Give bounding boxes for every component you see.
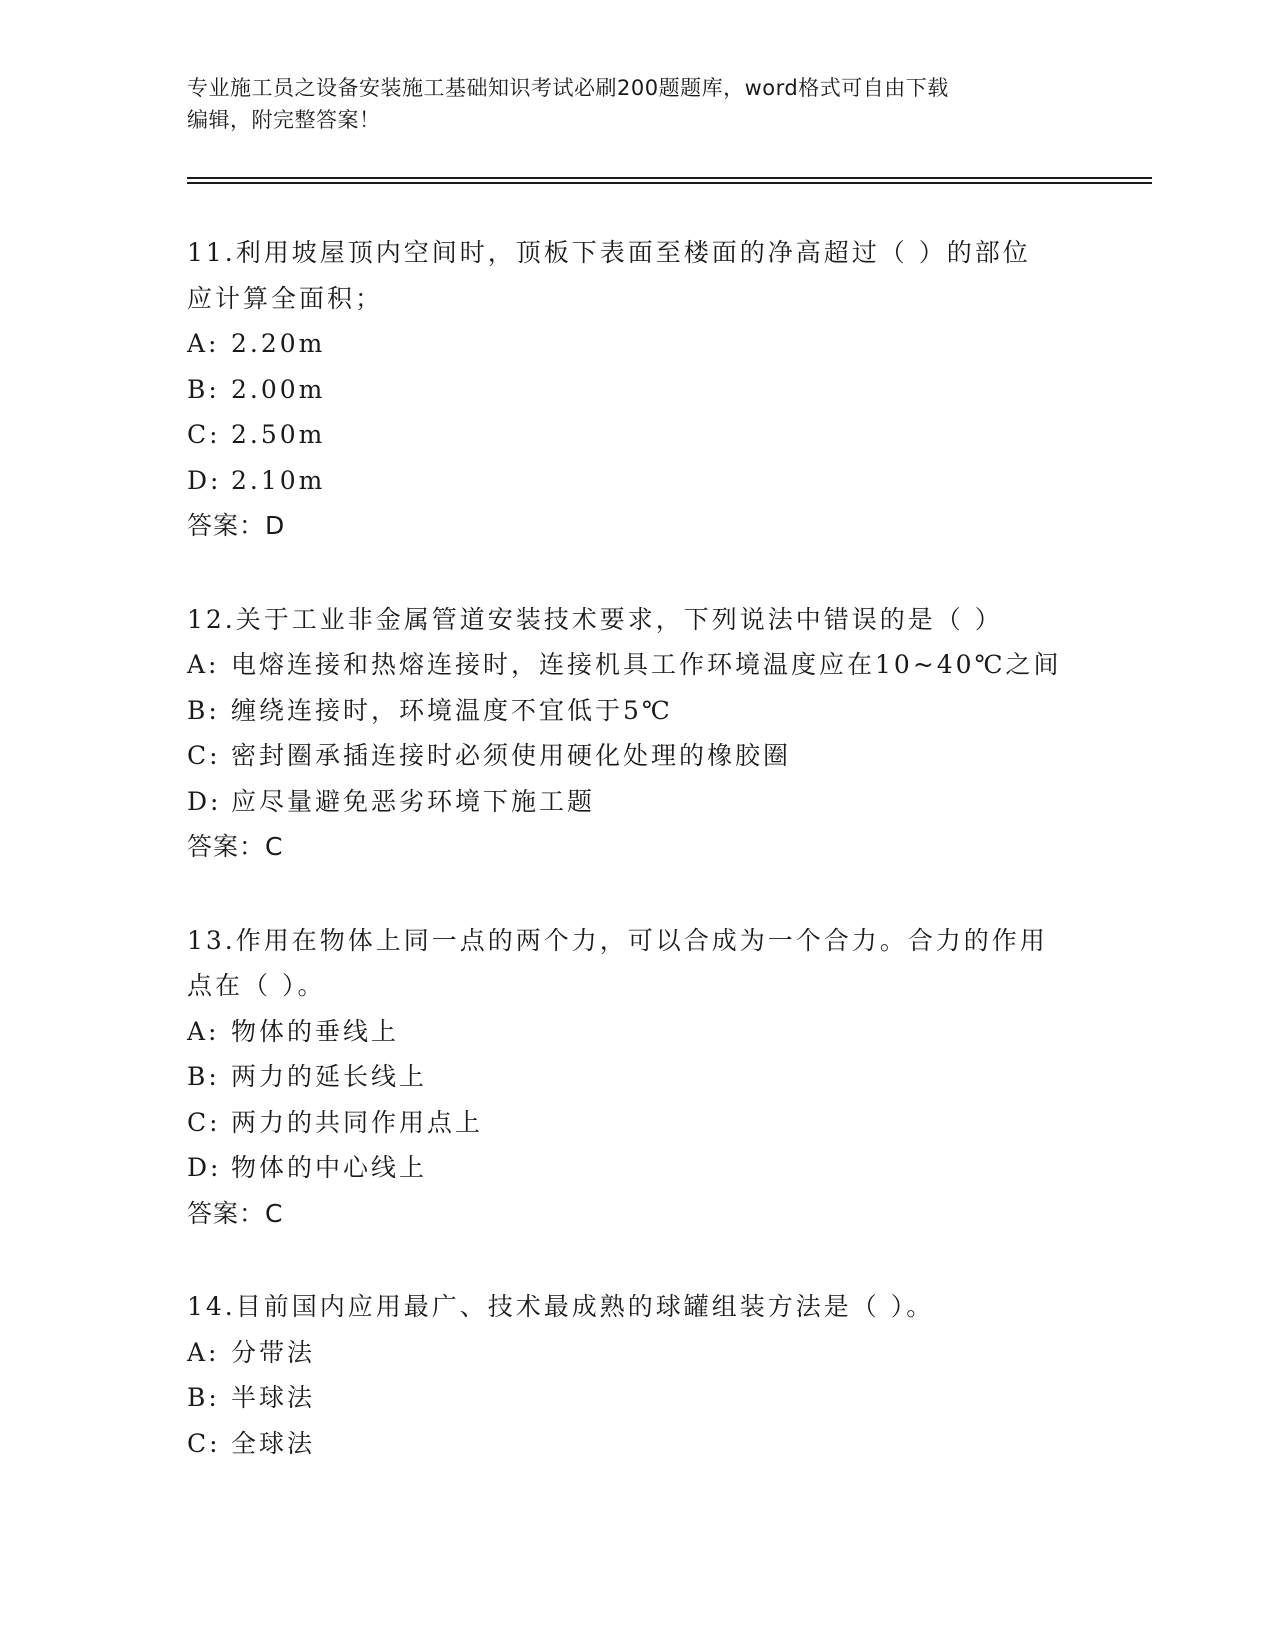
option-text: 2.10m [231,465,326,495]
question-stem-line: 点在（ ）。 [187,971,326,1000]
option-key: D: [187,1153,222,1182]
document-header [187,72,1087,136]
option-key: A: [187,1016,220,1046]
question-stem [187,918,1107,1009]
option-text: 2.20m [231,329,326,358]
question-14 [187,1284,1107,1466]
option-c [187,1421,1107,1467]
option-key: B: [187,1062,220,1091]
option-key: B: [187,1383,220,1412]
question-stem-line: 12.关于工业非金属管道安装技术要求，下列说法中错误的是（ ） [187,604,1003,634]
option-c [187,1100,1107,1146]
option-key: B: [187,695,220,725]
option-key: A: [187,329,220,358]
option-d [187,1145,1107,1191]
question-12 [187,597,1107,870]
question-stem-line: 14.目前国内应用最广、技术最成熟的球罐组装方法是（ ）。 [187,1292,935,1321]
option-text: 分带法 [231,1337,316,1367]
answer-line: 答案：C [187,1198,284,1228]
option-text: 全球法 [231,1428,316,1458]
question-stem-line: 13.作用在物体上同一点的两个力，可以合成为一个合力。合力的作用 [187,925,1048,955]
option-key: C: [187,741,221,770]
option-key: D: [187,786,222,816]
question-stem [187,597,1107,643]
option-a [187,1330,1107,1376]
option-text: 两力的共同作用点上 [231,1107,484,1137]
option-text: 电熔连接和热熔连接时，连接机具工作环境温度应在10~40℃之间 [231,650,1062,679]
option-b [187,1054,1107,1100]
option-a [187,321,1107,367]
question-stem [187,1284,1107,1330]
option-d [187,458,1107,504]
option-b [187,367,1107,413]
option-a [187,642,1107,688]
option-text: 半球法 [231,1383,316,1412]
question-11 [187,230,1107,549]
header-divider-top [187,177,1152,179]
option-text: 物体的中心线上 [231,1153,428,1182]
option-key: C: [187,1107,221,1137]
question-13 [187,918,1107,1237]
option-c [187,733,1107,779]
option-b [187,688,1107,734]
option-key: C: [187,420,221,449]
option-text: 2.00m [231,374,326,404]
option-a [187,1009,1107,1055]
option-c [187,412,1107,458]
option-key: D: [187,465,222,495]
option-text: 密封圈承插连接时必须使用硬化处理的橡胶圈 [231,741,792,770]
option-key: A: [187,650,220,679]
header-line-1: 专业施工员之设备安装施工基础知识考试必刷200题题库，word格式可自由下载 [187,76,949,100]
option-d [187,779,1107,825]
header-divider-bottom [187,182,1152,184]
option-key: A: [187,1337,220,1367]
option-text: 物体的垂线上 [231,1016,400,1046]
option-text: 缠绕连接时，环境温度不宜低于5℃ [231,695,673,725]
answer-line: 答案：D [187,511,286,540]
option-text: 2.50m [231,420,326,449]
option-key: C: [187,1428,221,1458]
option-text: 应尽量避免恶劣环境下施工题 [231,786,596,816]
answer-line: 答案：C [187,832,284,861]
option-text: 两力的延长线上 [231,1062,428,1091]
option-b [187,1375,1107,1421]
question-stem-line: 11.利用坡屋顶内空间时，顶板下表面至楼面的净高超过（ ）的部位 [187,238,1031,267]
question-stem-line: 应计算全面积； [187,283,384,313]
option-key: B: [187,374,220,404]
question-list [187,230,1107,1514]
header-line-2: 编辑，附完整答案！ [187,108,381,132]
question-stem [187,230,1107,321]
